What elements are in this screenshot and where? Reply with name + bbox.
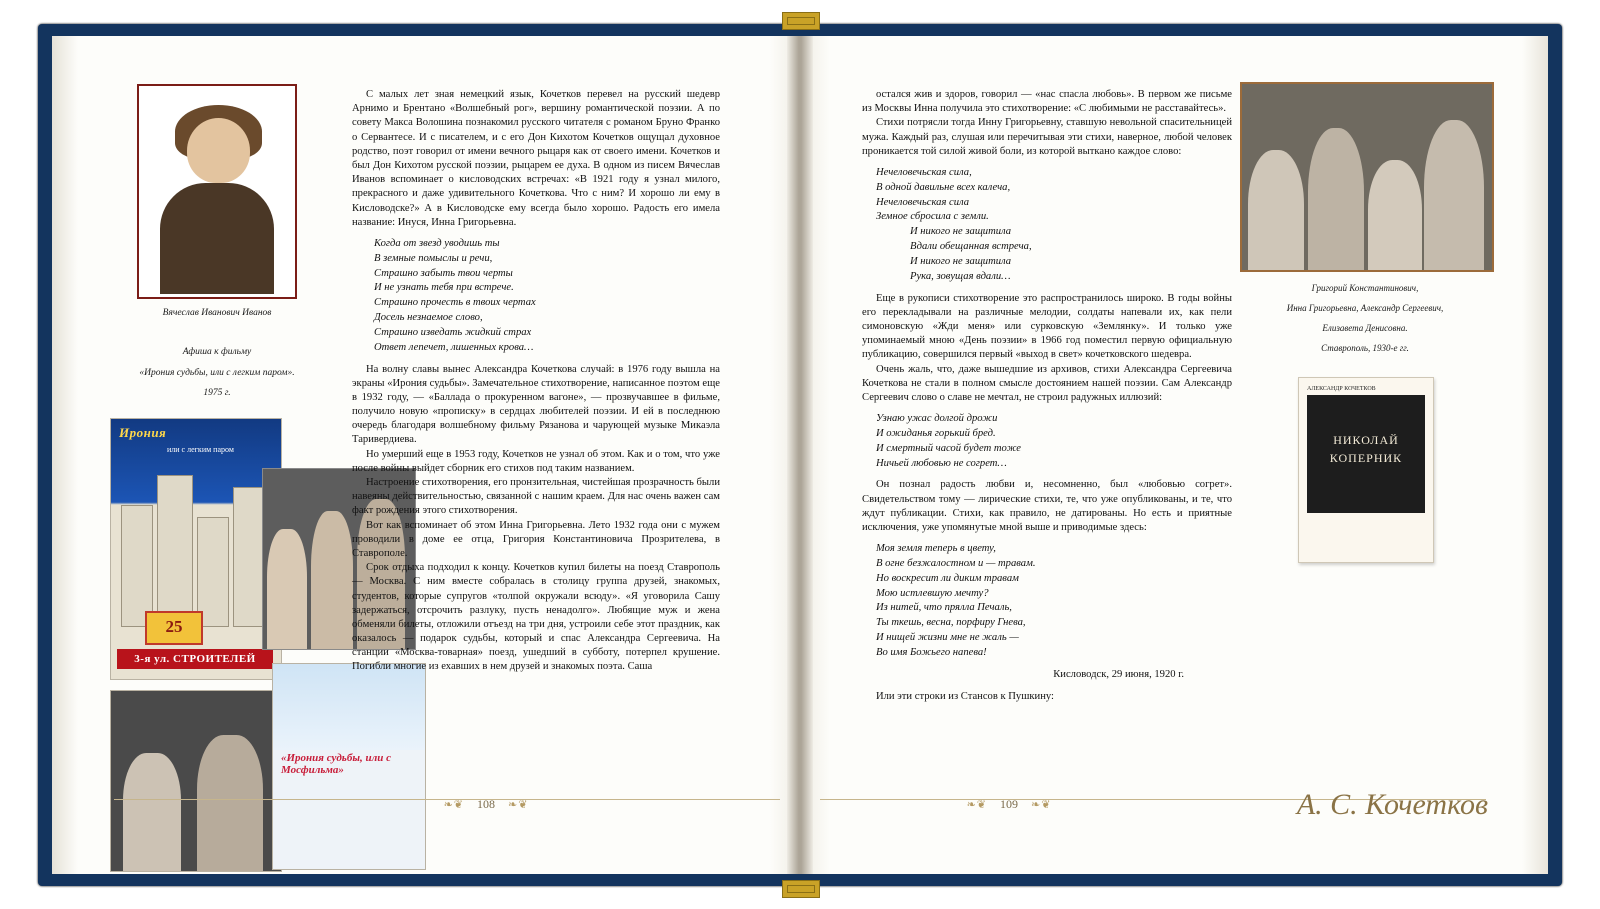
film-figure-1 [267, 529, 307, 649]
poster-irony-of-fate-alt [272, 663, 426, 870]
caption-family-line1: Григорий Константинович, [1311, 283, 1419, 293]
paragraph: Очень жаль, что, даже вышедшие из архивов, стихи Александра Сергеевича Кочеткова не стали в полном смысле достоянием нашей поэзии. Сам Александр Сергеевич слово о славе не мечтал, не строил радужных иллюзий: [862, 363, 1232, 403]
book-clasp-bottom [782, 880, 820, 898]
verse-line: Досель незнаемое слово, [374, 312, 483, 324]
family-figure-4 [1424, 120, 1484, 270]
poster-alt-sky [273, 664, 425, 750]
left-text-column [352, 88, 720, 675]
paragraph: Срок отдыха подходил к концу. Кочетков купил билеты на поезд Ставрополь — Москва. С ним вместе собралась в столицу группа друзей, знакомых, студентов, которые супругов «толпой окружали всюду». «Я уговорила Сашу задержаться, отсрочить разлуку, пусть ненадолго». Любящие муж и жена обменяли билеты, отложили отъезд на три дня, устроили себе этот праздник, как оказалось — подарок судьбы, который и спас Александра Сергеевича. На станции «Москва-товарная» поезд, ушедший в субботу, потерпел крушение. Погибли многие из ехавших в нем друзей и знакомых поэта. Саша [352, 562, 720, 673]
caption-family-line3: Елизавета Денисовна. [1322, 323, 1408, 334]
poster-building-2 [157, 475, 193, 627]
verse-line: И смертный часой будет тоже [876, 442, 1021, 454]
verse-line: Вдали обещанная встреча, [910, 241, 1032, 253]
portrait-head-shape [187, 118, 250, 184]
right-text-column [862, 88, 1232, 704]
verse-line: И не узнать тебя при встрече. [374, 282, 514, 294]
verse-line: Но воскресит ли диким травам [876, 572, 1019, 584]
paragraph: остался жив и здоров, говорил — «нас спасла любовь». В первом же письме из Москвы Инна получила это стихотворение: «С любимыми не расставайтесь». [862, 89, 1232, 115]
verse-line: В земные помыслы и речи, [374, 252, 493, 264]
paragraph: Но умерший еще в 1953 году, Кочетков не узнал об этом. Как и о том, что уже после войны выйдет сборник его стихов под таким названием. [352, 448, 720, 474]
paragraph: С малых лет зная немецкий язык, Кочетков перевел на русский шедевр Арнимо и Брентано «Волшебный рог», вершину романтической поэзии. А по совету Макса Волошина познакомил русского читателя с романом Бруно Франко о Сервантесе. И с писателем, и с его Дон Кихотом Кочетков ощущал духовное родство, поэт говорил от имени вечного рыцаря как от своего имени. Кочетков и был Дон Кихотом русской поэзии, рыцарем ее духа. В одном из писем Вячеслав Иванов вспоминает о кисловодских встречах: «В 1921 году я узнал милого, прекрасного и даже удивительного Кочеткова. Что с ним? И хорошо ли ему в Кисловодске?» А в Кисловодске ему всегда было хорошо. Радость его имела название: Инуся, Инна Григорьевна. [352, 89, 720, 228]
verse-line: Земное сбросила с земли. [876, 211, 989, 223]
paragraph: Еще в рукописи стихотворение это распространилось широко. В годы войны его перекладывали на различные мелодии, солдаты напевали их, как пели симоновскую «Жди меня» или сурковскую «Землянку». И только уже упоминаемый мною «День поэзии» в 1966 год поместил первую официальную публикацию, совершился первый «выход в свет» кочетковского шедевра. [862, 292, 1232, 361]
verse-line: Нечеловечьская сила, [876, 166, 972, 178]
family-photograph [1240, 82, 1494, 272]
right-illustration-column [1240, 82, 1490, 563]
folio-ornament-left-2: ❧❦ [508, 799, 529, 811]
verse-line: Ничьей любовью не согрет… [876, 457, 1007, 469]
verse-line: И никого не защитила [910, 255, 1012, 267]
book-cover-title-line2: КОПЕРНИК [1329, 451, 1403, 466]
verse-block-3 [876, 542, 1232, 661]
film-figure-2 [311, 511, 353, 649]
family-figure-3 [1368, 160, 1422, 270]
book-cover-kopernik [1298, 377, 1434, 563]
book-gutter [787, 36, 813, 874]
author-signature: А. С. Кочетков [1296, 788, 1488, 821]
page-number-right: 109 [1000, 797, 1018, 811]
caption-poster-line2: «Ирония судьбы, или с легким паром». [139, 367, 295, 378]
poster-house-number: 25 [145, 611, 203, 645]
portrait-body-shape [160, 183, 274, 294]
caption-family-line2: Инна Григорьевна, Александр Сергеевич, [1286, 303, 1444, 314]
verse-line: И никого не защитила [910, 226, 1012, 238]
verse-line: Страшно прочесть в твоих чертах [374, 297, 536, 309]
folio-ornament-left: ❧❦ [443, 799, 464, 811]
verse-block-2 [876, 412, 1232, 471]
caption-portrait-ivanov: Вячеслав Иванович Иванов [162, 308, 272, 318]
verse-line: И ожиданья горький бред. [876, 427, 996, 439]
poster-alt-title: «Ирония судьбы, или с Мосфильма» [281, 752, 391, 777]
caption-poster-line1: Афиша к фильму [182, 346, 252, 357]
book-pages [52, 36, 1548, 874]
verse-line: В огне безжалостном и — травам. [876, 557, 1036, 569]
verse-line: И нищей жизни мне не жаль — [876, 632, 1019, 644]
page-right [800, 36, 1548, 874]
verse-line: Страшно забыть твои черты [374, 267, 513, 279]
verse-line: Когда от звезд уводишь ты [374, 237, 500, 249]
film-still-photo-2 [110, 690, 282, 872]
poster-title: Ирония [119, 425, 167, 441]
page-number-left: 108 [477, 797, 495, 811]
book-clasp-top [782, 12, 820, 30]
verse-line: Моя земля теперь в цвету, [876, 543, 996, 555]
closing-line: Или эти строки из Стансов к Пушкину: [876, 690, 1054, 702]
poster-irony-of-fate [110, 418, 282, 680]
left-illustration-column [119, 84, 391, 874]
caption-poster-line3: 1975 г. [203, 388, 231, 399]
verse-line: Во имя Божьего напева! [876, 646, 987, 658]
book-cover-author: АЛЕКСАНДР КОЧЕТКОВ [1307, 385, 1376, 392]
paragraph: Вот как вспоминает об этом Инна Григорьевна. Лето 1932 года они с мужем проводили в доме ее отца, Григория Константиновича Прозрителева, в Ставрополе. [352, 519, 720, 559]
verse-block-1 [876, 166, 1232, 285]
book-cover-artwork [1307, 395, 1425, 513]
verse-line: Рука, зовущая вдали… [910, 270, 1011, 282]
verse-line: Из нитей, что прялла Печаль, [876, 602, 1012, 614]
portrait-ivanov-image [142, 89, 292, 294]
folio-left [52, 797, 800, 812]
family-figure-2 [1308, 128, 1364, 270]
verse-line: Узнаю ужас долгой дрожи [876, 413, 998, 425]
paragraph: На волну славы вынес Александра Кочеткова случай: в 1976 году вышла на экраны «Ирония судьбы». Замечательное стихотворение, написанное поэтом еще в 1932 году, — «Баллада о прокуренном вагоне», — прозвучавшее в фильме, получило новую «прописку» в сердцах любителей поэзии. И ей в последнюю очередь благодаря волшебному фильму Рязанова и чарующей музыке Микаэла Таривердиева. [352, 363, 720, 446]
verse-line: Нечеловечьская сила [876, 196, 970, 208]
verse-line: Ты ткешь, весна, порфиру Гнева, [876, 617, 1026, 629]
verse-block-1 [374, 237, 720, 356]
poster-subtitle: или с легким паром [167, 445, 234, 455]
verse-signature-date: Кисловодск, 29 июня, 1920 г. [1053, 668, 1184, 680]
book-spread [38, 24, 1562, 886]
folio-ornament-right: ❧❦ [966, 799, 987, 811]
portrait-ivanov-frame [137, 84, 297, 299]
poster-building-1 [121, 505, 153, 627]
verse-line: Мою истлевшую мечту? [876, 587, 989, 599]
caption-family-line4: Ставрополь, 1930-е гг. [1321, 343, 1409, 354]
family-figure-1 [1248, 150, 1304, 270]
verse-line: В одной давильне всех калеча, [876, 181, 1011, 193]
paragraph: Настроение стихотворения, его пронзительная, чистейшая прозрачность были навеяны действительностью, связанной с нашим краем. Для нас очень важен сам факт рождения этого стихотворения. [352, 477, 720, 517]
page-left [52, 36, 800, 874]
photo-figure-left [123, 753, 181, 871]
verse-line: Страшно изведать жидкий страх [374, 326, 532, 338]
paragraph: Стихи потрясли тогда Инну Григорьевну, ставшую невольной спасительницей мужа. Каждый раз, слушая или перечитывая эти стихи, наверное, любой человек проникается той силой живой боли, из которой выткано каждое слово: [862, 117, 1232, 157]
paragraph: Он познал радость любви и, несомненно, был «любовью согрет». Свидетельством тому — лирические стихи, те, что уже опубликованы, и те, что ждут публикации. Стихи, как правило, не датированы. Но есть и приятные исключения, уже упомянутые мной выше и приводимые здесь: [862, 479, 1232, 533]
folio-ornament-right-2: ❧❦ [1031, 799, 1052, 811]
poster-street-label: 3-я ул. СТРОИТЕЛЕЙ [117, 649, 273, 669]
book-cover-title-line1: НИКОЛАЙ [1333, 433, 1399, 448]
verse-line: Ответ лепечет, лишенных крова… [374, 341, 534, 353]
